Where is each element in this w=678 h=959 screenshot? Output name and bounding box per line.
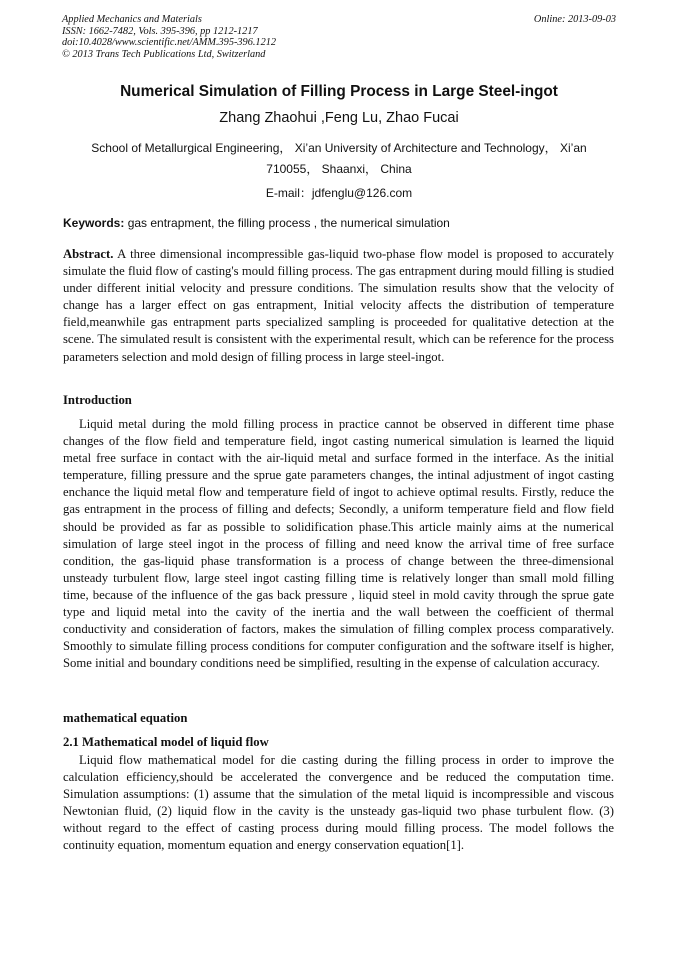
abstract-label: Abstract. xyxy=(63,247,114,261)
abstract-text: A three dimensional incompressible gas-liquid two-phase flow model is proposed to accurately simulate the fluid flow of casting's mould filling process. The gas entrapment during mould filling is studied under different initial velocity and pressure conditions. The simulation results show that the velocity of change has a larger effect on gas entrapment, Initial velocity affects the distribution of temperature field,meanwhile gas entrapment parts specialized sampling is proceeded for qualitative detection at the scene. The simulated result is consistent with the experimental result, which can be reference for the process parameters selection and mold design of filling process in large steel-ingot. xyxy=(63,247,614,364)
introduction-text: Liquid metal during the mold filling process in practice cannot be observed in different time phase changes of the flow field and temperature field, ingot casting numerical simulation is learned the liquid metal free surface in contact with the air-liquid metal and surface formed in the interface. As the initial temperature, filling pressure and the sprue gate parameters changes, the intinal adjustment of ingot casting enchance the liquid metal flow and temperature field of ingot to achieve optimal results. Firstly, reduce the gas entrapment in the process of filling and defects; Secondly, a uniform temperature field and flow field should be provided as far as possible to solidification phase.This article mainly aims at the numerical simulation of large steel ingot in the process of filling and need know the arrival time of free surface condition, the gas-liquid phase transformation is a process of change between the three-dimensional unsteady turbulent flow, large steel ingot casting filling time is relatively longer than small mold filling time, because of the influence of the gas back pressure , liquid steel in mold cavity through the sprue gate type and liquid metal into the cavity of the inertia and the wall between the coefficient of thermal conductivity and consideration of factors, makes the simulation of filling complex process comparatively. Smoothly to simulate filling process conditions for computer configuration and the software itself is higher, Some initial and boundary conditions need be simplified, resulting in the expense of calculation accuracy. xyxy=(63,417,614,671)
issn-line: ISSN: 1662-7482, Vols. 395-396, pp 1212-1217 xyxy=(62,25,258,37)
paper-title: Numerical Simulation of Filling Process in Large Steel-ingot xyxy=(120,83,558,100)
abstract xyxy=(63,246,614,366)
keywords-text: gas entrapment, the filling process , the numerical simulation xyxy=(124,216,450,230)
subsection-heading: 2.1 Mathematical model of liquid flow xyxy=(63,735,269,749)
online-date: Online: 2013-09-03 xyxy=(533,14,616,25)
subsection-text: Liquid flow mathematical model for die casting during the filling process in order to improve the calculation efficiency,should be accelerated the convergence and be reduced the computation time. Simulation assumptions: (1) assume that the simulation of the metal liquid is incompressible and viscous Newtonian fluid, (2) liquid flow in the cavity is the unsteady gas-liquid two phase turbulent flow. (3) without regard to the effect of casting process during mould filling process. The model follows the continuity equation, momentum equation and energy conservation equation[1]. xyxy=(63,753,614,853)
introduction-heading: Introduction xyxy=(63,393,132,407)
copyright-line: © 2013 Trans Tech Publications Ltd, Switzerland xyxy=(62,48,266,60)
math-section-heading: mathematical equation xyxy=(63,711,188,725)
affiliation-line-1: School of Metallurgical Engineering， Xi’an University of Architecture and Technology， Xi’an xyxy=(91,141,587,155)
keywords-label: Keywords: xyxy=(63,216,125,230)
affiliation xyxy=(62,138,616,180)
keywords xyxy=(63,216,617,230)
affiliation-line-2: 710055， Shaanxi， China xyxy=(266,162,412,176)
journal-header xyxy=(62,14,616,60)
author-email: E-mail：jdfenglu@126.com xyxy=(265,186,413,200)
journal-name: Applied Mechanics and Materials xyxy=(62,14,202,25)
doi-line: doi:10.4028/www.scientific.net/AMM.395-396.1212 xyxy=(62,37,277,48)
author-list: Zhang Zhaohui ,Feng Lu, Zhao Fucai xyxy=(219,110,459,126)
